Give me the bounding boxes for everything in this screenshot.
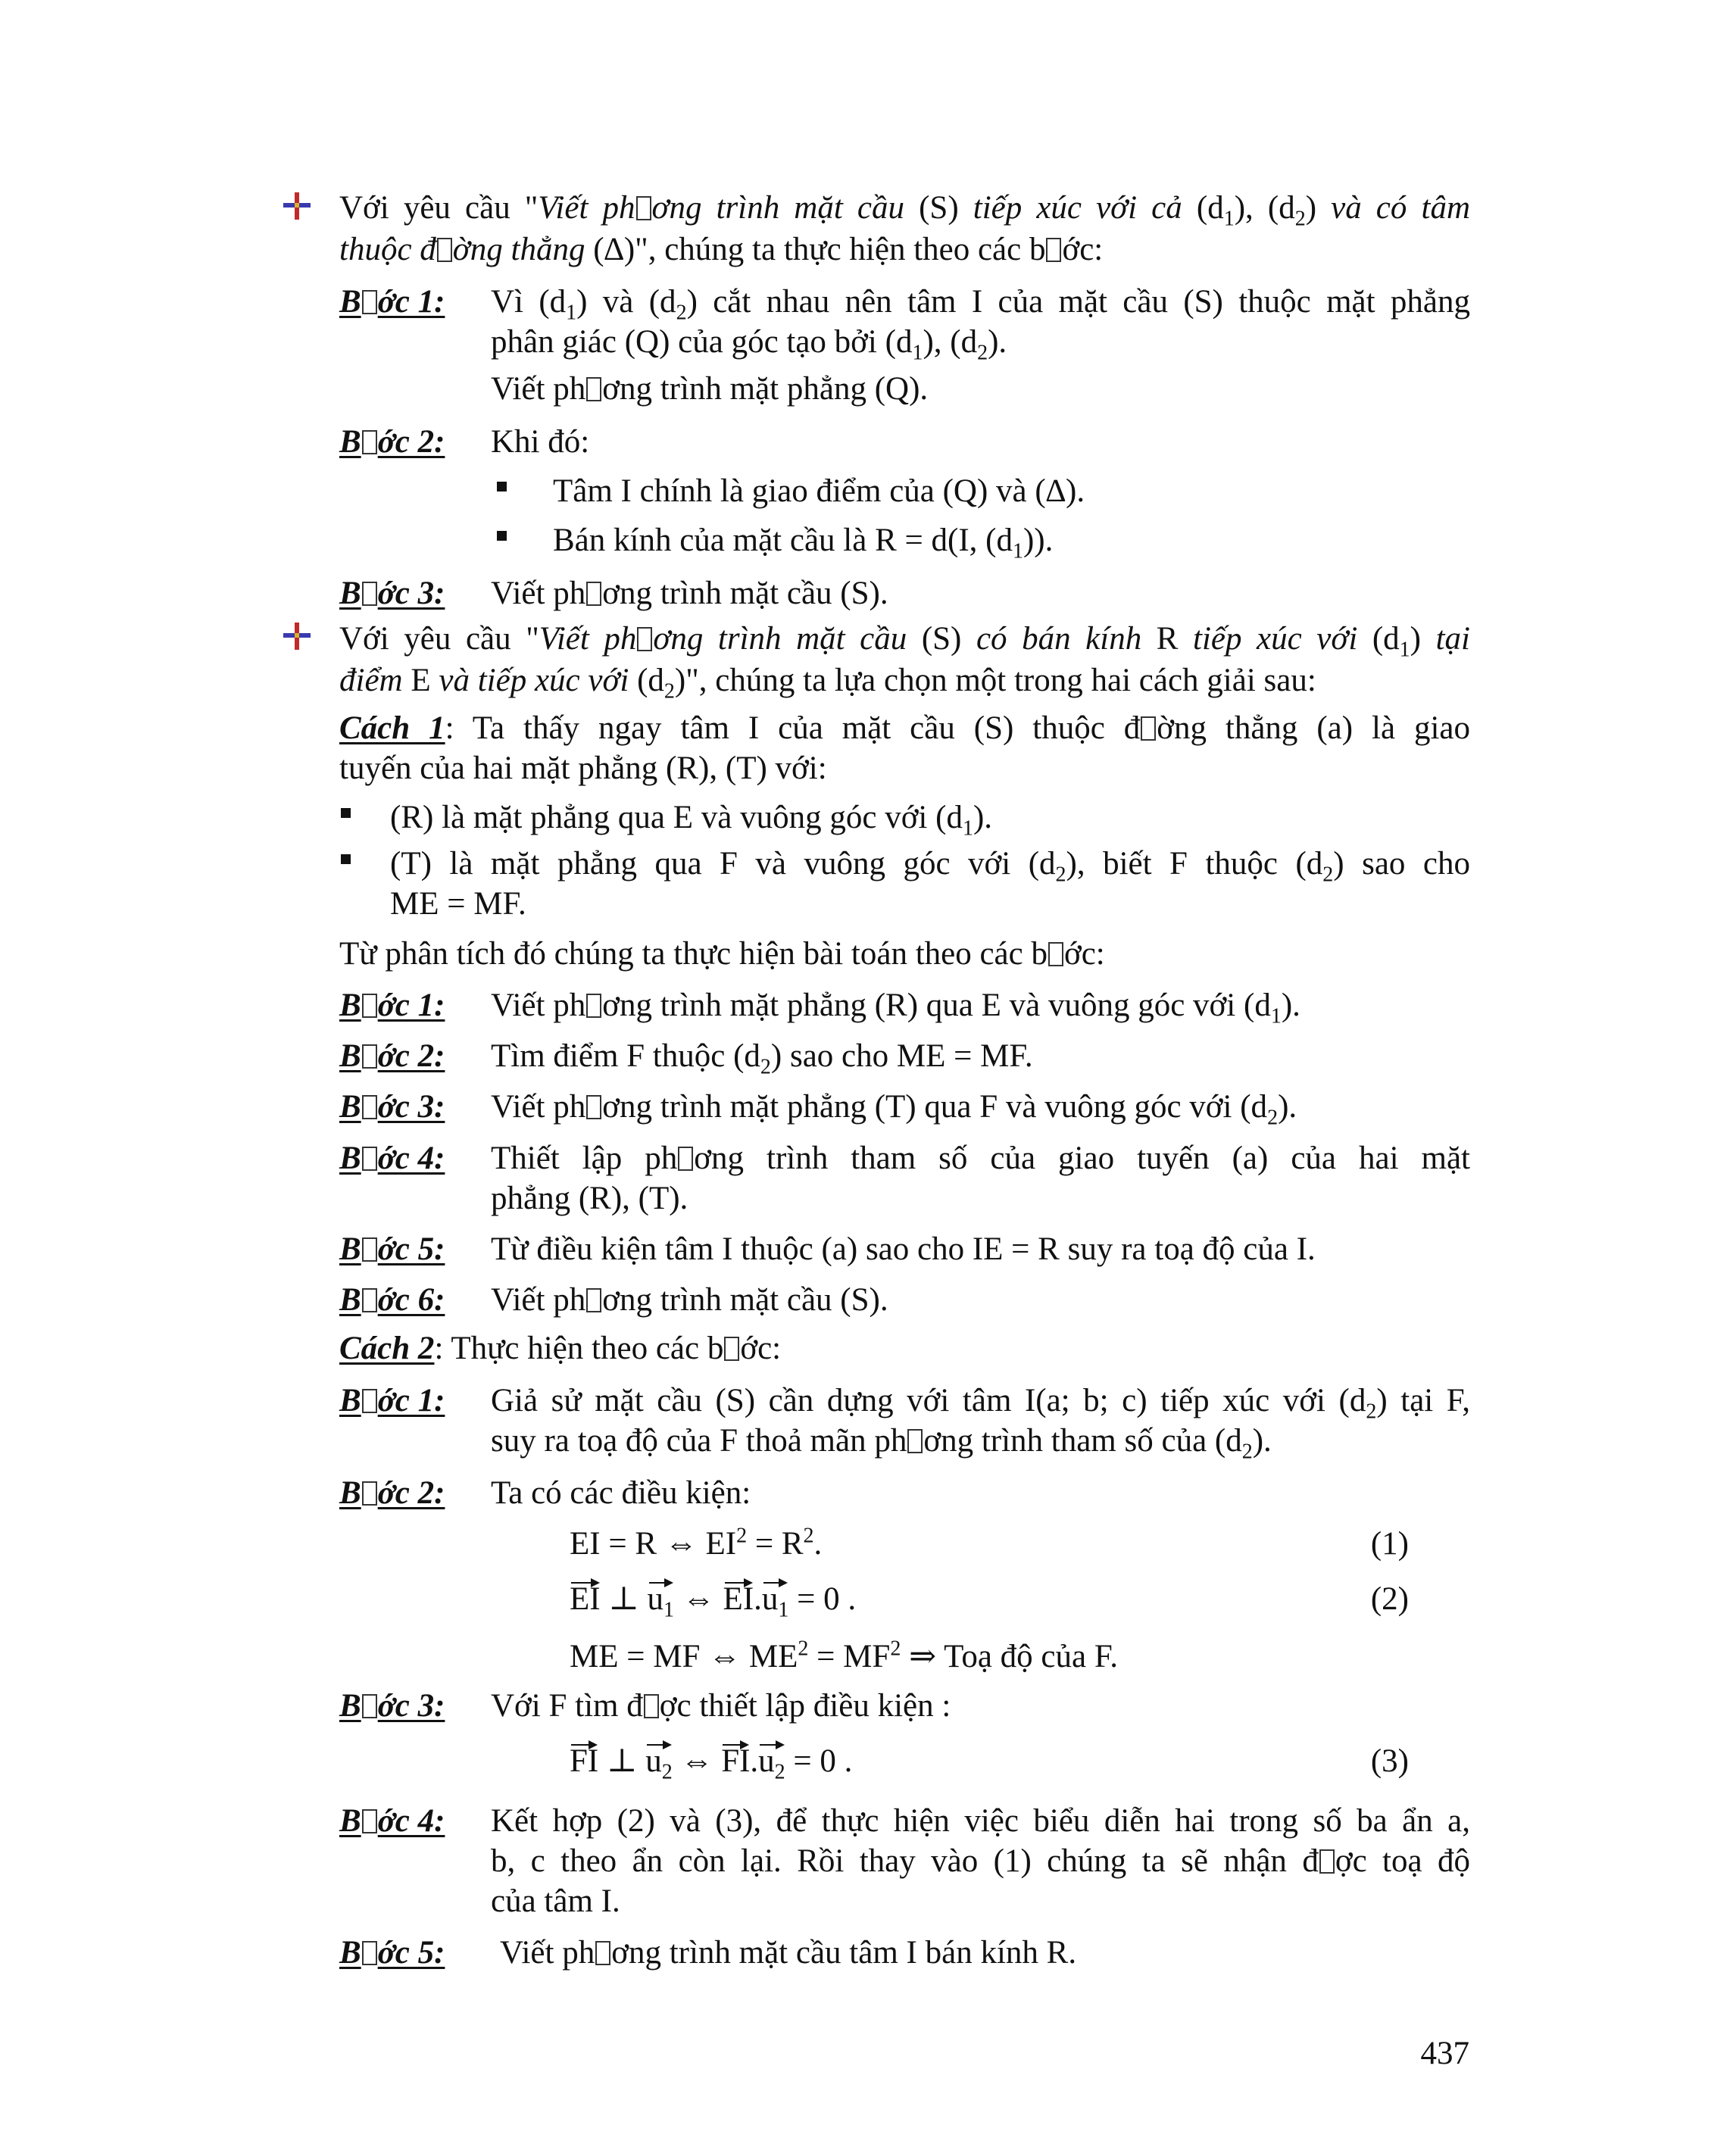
- missing-glyph: [362, 1694, 377, 1718]
- square-bullet-icon: [341, 854, 351, 864]
- cach2-heading: Cách 2: Thực hiện theo các b ớc:: [339, 1331, 782, 1366]
- cach1-step1-text: Viết ph ơng trình mặt phẳng (R) qua E và vuông góc với $(d_1)$.: [491, 988, 1300, 1028]
- missing-glyph: [362, 1288, 377, 1312]
- missing-glyph: [1141, 716, 1156, 741]
- cach1-step3-label: B ớc 3:: [339, 1089, 445, 1125]
- missing-glyph: [586, 994, 601, 1018]
- missing-glyph: [586, 1095, 601, 1119]
- page-number: 437: [1420, 2036, 1469, 2071]
- cach1-step6-label: B ớc 6:: [339, 1282, 445, 1318]
- step3-label: B ớc 3:: [339, 576, 445, 611]
- step1-line1: Vì $(d_1)$ và $(d_2)$ cắt nhau nên tâm I của mặt cầu (S) thuộc mặt phẳng: [491, 284, 1470, 325]
- cach2-step1-line1: Giả sử mặt cầu (S) cần dựng với tâm I(a; b; c) tiếp xúc với $(d_2)$ tại F,: [491, 1383, 1471, 1424]
- cach1-step4-line2: phẳng (R), (T).: [491, 1181, 688, 1216]
- missing-glyph: [637, 627, 652, 651]
- cach1-step2-text: Tìm điểm F thuộc $(d_2)$ sao cho ME = MF.: [491, 1038, 1033, 1079]
- cach2-step2-text: Ta có các điều kiện:: [491, 1475, 751, 1511]
- cach2-step4-label: B ớc 4:: [339, 1803, 445, 1839]
- cach1-step3-text: Viết ph ơng trình mặt phẳng (T) qua F và vuông góc với $(d_2)$.: [491, 1089, 1297, 1130]
- missing-glyph: [362, 1389, 377, 1413]
- missing-glyph: [362, 1237, 377, 1262]
- section1-intro-line2: thuộc đ ờng thẳng (∆)", chúng ta thực hiện theo các b ớc:: [339, 232, 1104, 267]
- missing-glyph: [907, 1429, 923, 1453]
- cach2-step3-label: B ớc 3:: [339, 1688, 445, 1724]
- step1-label: B ớc 1:: [339, 284, 445, 320]
- equation-4-number: (3): [1370, 1743, 1409, 1779]
- equation-2: EI ⊥ $u_1$ ⇔ $EI.u_1 = 0$ .: [570, 1579, 856, 1619]
- step1-line2: phân giác (Q) của góc tạo bởi $(d_1)$, $(d_2)$.: [491, 324, 1007, 365]
- missing-glyph: [586, 377, 601, 401]
- step2-label: B ớc 2:: [339, 424, 445, 460]
- missing-glyph: [362, 582, 377, 606]
- cach2-step1-line2: suy ra toạ độ của F thoả mãn ph ơng trình tham số của $(d_2)$.: [491, 1423, 1272, 1464]
- bullet-plus-icon: [282, 621, 312, 651]
- missing-glyph: [362, 1095, 377, 1119]
- cach1-bullet2-line2: ME = MF.: [390, 886, 526, 922]
- missing-glyph: [724, 1337, 739, 1361]
- square-bullet-icon: [497, 531, 507, 541]
- missing-glyph: [362, 1044, 377, 1069]
- cach1-step5-text: Từ điều kiện tâm I thuộc (a) sao cho IE = R suy ra toạ độ của I.: [491, 1231, 1316, 1267]
- missing-glyph: [1319, 1849, 1335, 1874]
- analysis-line: Từ phân tích đó chúng ta thực hiện bài toán theo các b ớc:: [339, 936, 1105, 972]
- missing-glyph: [1046, 238, 1061, 262]
- cach2-step1-label: B ớc 1:: [339, 1383, 445, 1418]
- cach1-step2-label: B ớc 2:: [339, 1038, 445, 1074]
- cach1-step4-line1: Thiết lập ph ơng trình tham số của giao tuyến (a) của hai mặt: [491, 1141, 1470, 1176]
- equation-1: EI = R ⇔ $EI^2 = R^2$.: [570, 1524, 823, 1562]
- equation-3: ME = MF ⇔ $ME^2 = MF^2$ ⇒ Toạ độ của F.: [570, 1637, 1119, 1674]
- cach2-step4-line1: Kết hợp (2) và (3), để thực hiện việc biểu diễn hai trong số ba ẩn a,: [491, 1803, 1470, 1839]
- missing-glyph: [586, 582, 601, 606]
- missing-glyph: [586, 1288, 601, 1312]
- equation-4: FI ⊥ $u_2$ ⇔ $FI.u_2 = 0$ .: [570, 1741, 852, 1781]
- missing-glyph: [1048, 942, 1063, 966]
- cach1-bullet1: (R) là mặt phẳng qua E và vuông góc với $(d_1)$.: [390, 800, 993, 841]
- missing-glyph: [362, 994, 377, 1018]
- missing-glyph: [636, 196, 651, 220]
- bullet-plus-icon: [282, 191, 312, 221]
- step3-text: Viết ph ơng trình mặt cầu (S).: [491, 576, 888, 611]
- missing-glyph: [678, 1147, 693, 1171]
- cach1-step6-text: Viết ph ơng trình mặt cầu (S).: [491, 1282, 888, 1318]
- cach1-step1-label: B ớc 1:: [339, 988, 445, 1023]
- equation-1-number: (1): [1370, 1526, 1409, 1562]
- step2-text: Khi đó:: [491, 424, 590, 460]
- square-bullet-icon: [497, 482, 507, 492]
- missing-glyph: [362, 290, 377, 314]
- missing-glyph: [437, 238, 452, 262]
- step1-line3: Viết ph ơng trình mặt phẳng (Q).: [491, 371, 929, 407]
- step2-bullet1: Tâm I chính là giao điểm của (Q) và (∆).: [553, 473, 1085, 509]
- cach2-step4-line3: của tâm I.: [491, 1883, 620, 1919]
- missing-glyph: [595, 1941, 610, 1965]
- square-bullet-icon: [341, 808, 351, 818]
- missing-glyph: [362, 1481, 377, 1506]
- cach1-step5-label: B ớc 5:: [339, 1231, 445, 1267]
- missing-glyph: [362, 1809, 377, 1833]
- equation-2-number: (2): [1370, 1581, 1409, 1617]
- section2-intro-line1: Với yêu cầu "Viết ph ơng trình mặt cầu (S) có bán kính R tiếp xúc với $(d_1)$ tại: [339, 621, 1470, 662]
- section1-intro-line1: Với yêu cầu "Viết ph ơng trình mặt cầu (S) tiếp xúc với cả $(d_1)$, $(d_2)$ và có tâm: [339, 190, 1470, 231]
- cach2-step5-label: B ớc 5:: [339, 1935, 445, 1971]
- cach1-step4-label: B ớc 4:: [339, 1141, 445, 1176]
- cach2-step3-text: Với F tìm đ ợc thiết lập điều kiện :: [491, 1688, 951, 1724]
- step2-bullet2: Bán kính của mặt cầu là R = d(I, $(d_1)$).: [553, 523, 1054, 563]
- cach1-line1: Cách 1: Ta thấy ngay tâm I của mặt cầu (S) thuộc đ ờng thẳng (a) là giao: [339, 710, 1471, 746]
- section2-intro-line2: điểm E và tiếp xúc với $(d_2)$", chúng ta lựa chọn một trong hai cách giải sau:: [339, 663, 1316, 704]
- cach2-step5-text: Viết ph ơng trình mặt cầu tâm I bán kính R.: [500, 1935, 1077, 1971]
- missing-glyph: [362, 1941, 377, 1965]
- cach2-step4-line2: b, c theo ẩn còn lại. Rồi thay vào (1) chúng ta sẽ nhận đ ợc toạ độ: [491, 1843, 1470, 1879]
- cach1-bullet2-line1: (T) là mặt phẳng qua F và vuông góc với $(d_2)$, biết F thuộc $(d_2)$ sao cho: [390, 846, 1470, 887]
- missing-glyph: [362, 1147, 377, 1171]
- cach1-line2: tuyến của hai mặt phẳng (R), (T) với:: [339, 751, 827, 786]
- missing-glyph: [362, 430, 377, 454]
- cach2-step2-label: B ớc 2:: [339, 1475, 445, 1511]
- missing-glyph: [644, 1694, 659, 1718]
